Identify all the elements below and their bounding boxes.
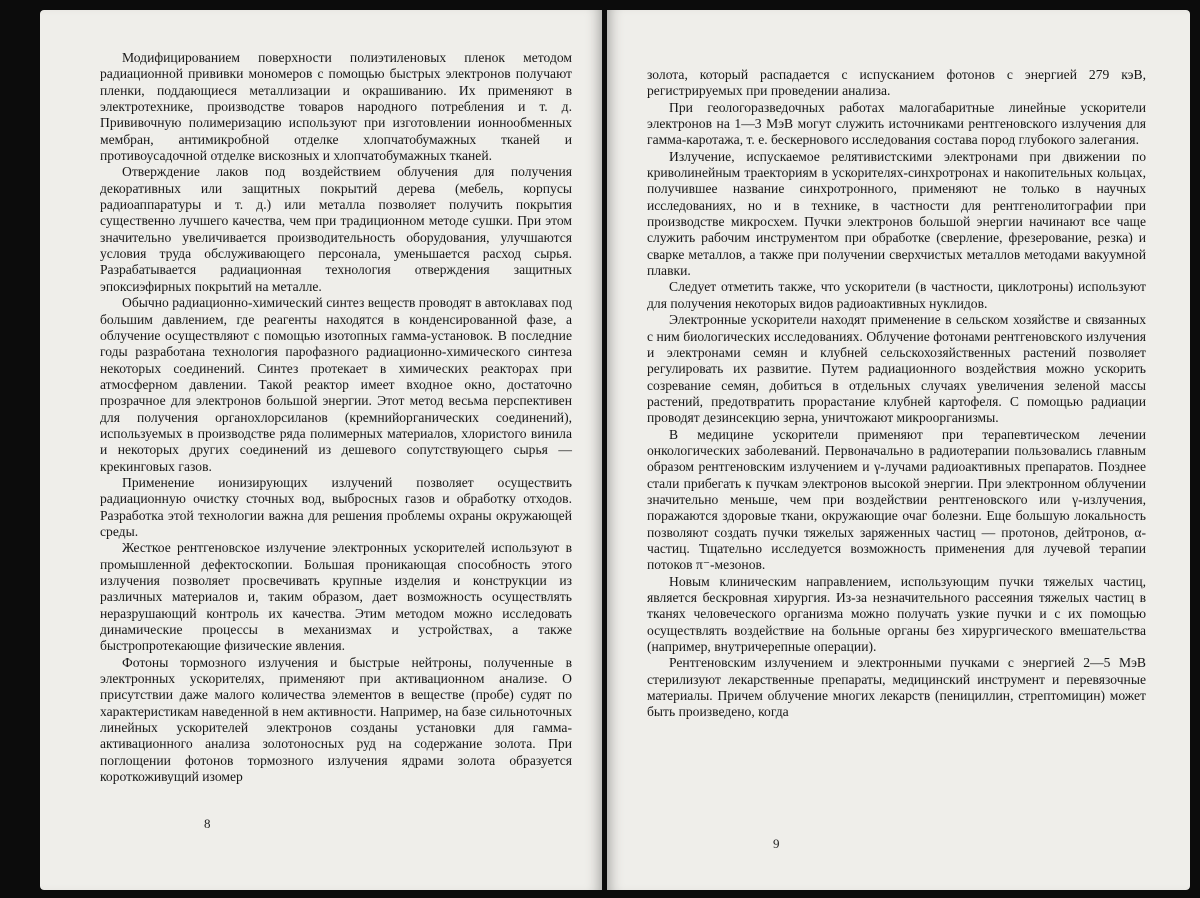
paragraph: Электронные ускорители находят применение в сельском хозяйстве и связанных с ним биологических исследованиях. Облучение фотонами рентгеновского излучения и электронами семян и клубней сельскохозяйственных растений позволяет регулировать их развитие. Путем радиационного воздействия можно ускорить созревание семян, добиться в отдельных случаях увеличения зеленой массы растений, предотвратить прорастание клубней картофеля. С помощью радиации проводят дезинсекцию зерна, уничтожают микроорганизмы.	[647, 312, 1146, 426]
paragraph: При геологоразведочных работах малогабаритные линейные ускорители электронов на 1—3 МэВ могут служить источниками рентгеновского излучения для гамма-каротажа, т. е. бескернового исследования состава пород глубокого залегания.	[647, 99, 1146, 148]
paragraph: Следует отметить также, что ускорители (в частности, циклотроны) используют для получения некоторых видов радиоактивных нуклидов.	[647, 279, 1146, 311]
left-page-text	[100, 50, 572, 785]
right-page	[607, 10, 1190, 890]
paragraph: Новым клиническим направлением, использующим пучки тяжелых частиц, является бескровная хирургия. Из-за незначительного рассеяния тяжелых частиц в тканях человеческого организма можно получать узкие пучки и с их помощью осуществлять воздействие на больные органы без хирургического вмешательства (например, внутричерепные операции).	[647, 573, 1146, 655]
paragraph: Излучение, испускаемое релятивистскими электронами при движении по криволинейным траекториям в ускорителях-синхротронах и накопительных кольцах, получившее название синхротронного, применяют не только в научных исследованиях, но и в технике, в частности для рентгенолитографии при производстве микросхем. Пучки электронов большой энергии начинают все чаще служить рабочим инструментом при обработке (сверление, фрезерование, резка) и сварке металлов, а также при получении сверхчистых металлов методами вакуумной плавки.	[647, 148, 1146, 279]
paragraph-continuation: золота, который распадается с испусканием фотонов с энергией 279 кэВ, регистрируемых при проведении анализа.	[647, 67, 1146, 99]
right-page-text	[647, 67, 1146, 721]
paragraph: Рентгеновским излучением и электронными пучками с энергией 2—5 МэВ стерилизуют лекарственные препараты, медицинский инструмент и перевязочные материалы. Причем облучение многих лекарств (пенициллин, стрептомицин) может быть произведено, когда	[647, 655, 1146, 720]
page-number: 9	[773, 836, 780, 851]
left-page	[40, 10, 602, 890]
paragraph: Обычно радиационно-химический синтез веществ проводят в автоклавах под большим давлением, где реагенты находятся в конденсированной фазе, а облучение осуществляют с помощью изотопных гамма-установок. В последние годы разработана технология парофазного радиационно-химического синтеза некоторых соединений. Синтез протекает в химических реакторах при атмосферном давлении. Такой реактор имеет входное окно, достаточно прозрачное для электронов большой энергии. Этот метод весьма перспективен для получения органохлорсиланов (кремнийорганических соединений), используемых в производстве ряда полимерных материалов, хлористого винила и некоторых других соединений из дешевого сопутствующего сырья — крекинговых газов.	[100, 295, 572, 474]
paragraph: Модифицированием поверхности полиэтиленовых пленок методом радиационной прививки мономеров с помощью быстрых электронов получают пленки, поддающиеся металлизации и окрашиванию. Их применяют в электротехнике, производстве товаров народного потребления и т. д. Прививочную полимеризацию используют при изготовлении ионнообменных мембран, антимикробной отделке хлопчатобумажных тканей и противоусадочной отделке вискозных и хлопчатобумажных тканей.	[100, 50, 572, 164]
paragraph: Жесткое рентгеновское излучение электронных ускорителей используют в промышленной дефектоскопии. Большая проникающая способность этого излучения позволяет просвечивать крупные изделия и конструкции из различных материалов и, таким образом, дает возможность осуществлять неразрушающий контроль их качества. Этим методом можно исследовать динамические процессы в механизмах и устройствах, а также быстропротекающие физические явления.	[100, 540, 572, 654]
paragraph: В медицине ускорители применяют при терапевтическом лечении онкологических заболеваний. Первоначально в радиотерапии пользовались главным образом рентгеновским излучением и γ-лучами радиоактивных препаратов. Позднее стали прибегать к пучкам электронов высокой энергии. При электронном облучении значительно меньше, чем при воздействии рентгеновского или γ-излучения, поражаются здоровые ткани, окружающие очаг болезни. Еще большую локальность позволяют создать пучки тяжелых заряженных частиц — протонов, дейтронов, α-частиц. Тщательно исследуется возможность применения для лучевой терапии потоков π⁻-мезонов.	[647, 426, 1146, 573]
paragraph: Отверждение лаков под воздействием облучения для получения декоративных или защитных покрытий дерева (мебель, корпусы радиоаппаратуры и т. д.) или металла позволяет получить покрытия существенно лучшего качества, чем при традиционном методе сушки. При этом значительно увеличивается производительность оборудования, улучшаются условия труда обслуживающего персонала, уменьшается расход сырья. Разрабатывается радиационная технология отверждения защитных эпоксиэфирных покрытий на металле.	[100, 164, 572, 294]
paragraph: Фотоны тормозного излучения и быстрые нейтроны, полученные в электронных ускорителях, применяют при активационном анализе. О присутствии даже малого количества элементов в веществе (пробе) судят по характеристикам наведенной в нем активности. Например, на базе сильноточных линейных ускорителей электронов созданы установки для гамма-активационного анализа золотоносных руд на содержание золота. При поглощении фотонов тормозного излучения ядрами золота образуется короткоживущий изомер	[100, 654, 572, 785]
paragraph: Применение ионизирующих излучений позволяет осуществить радиационную очистку сточных вод, выбросных газов и обработку отходов. Разработка этой технологии важна для решения проблемы охраны окружающей среды.	[100, 474, 572, 539]
page-number: 8	[204, 816, 211, 831]
